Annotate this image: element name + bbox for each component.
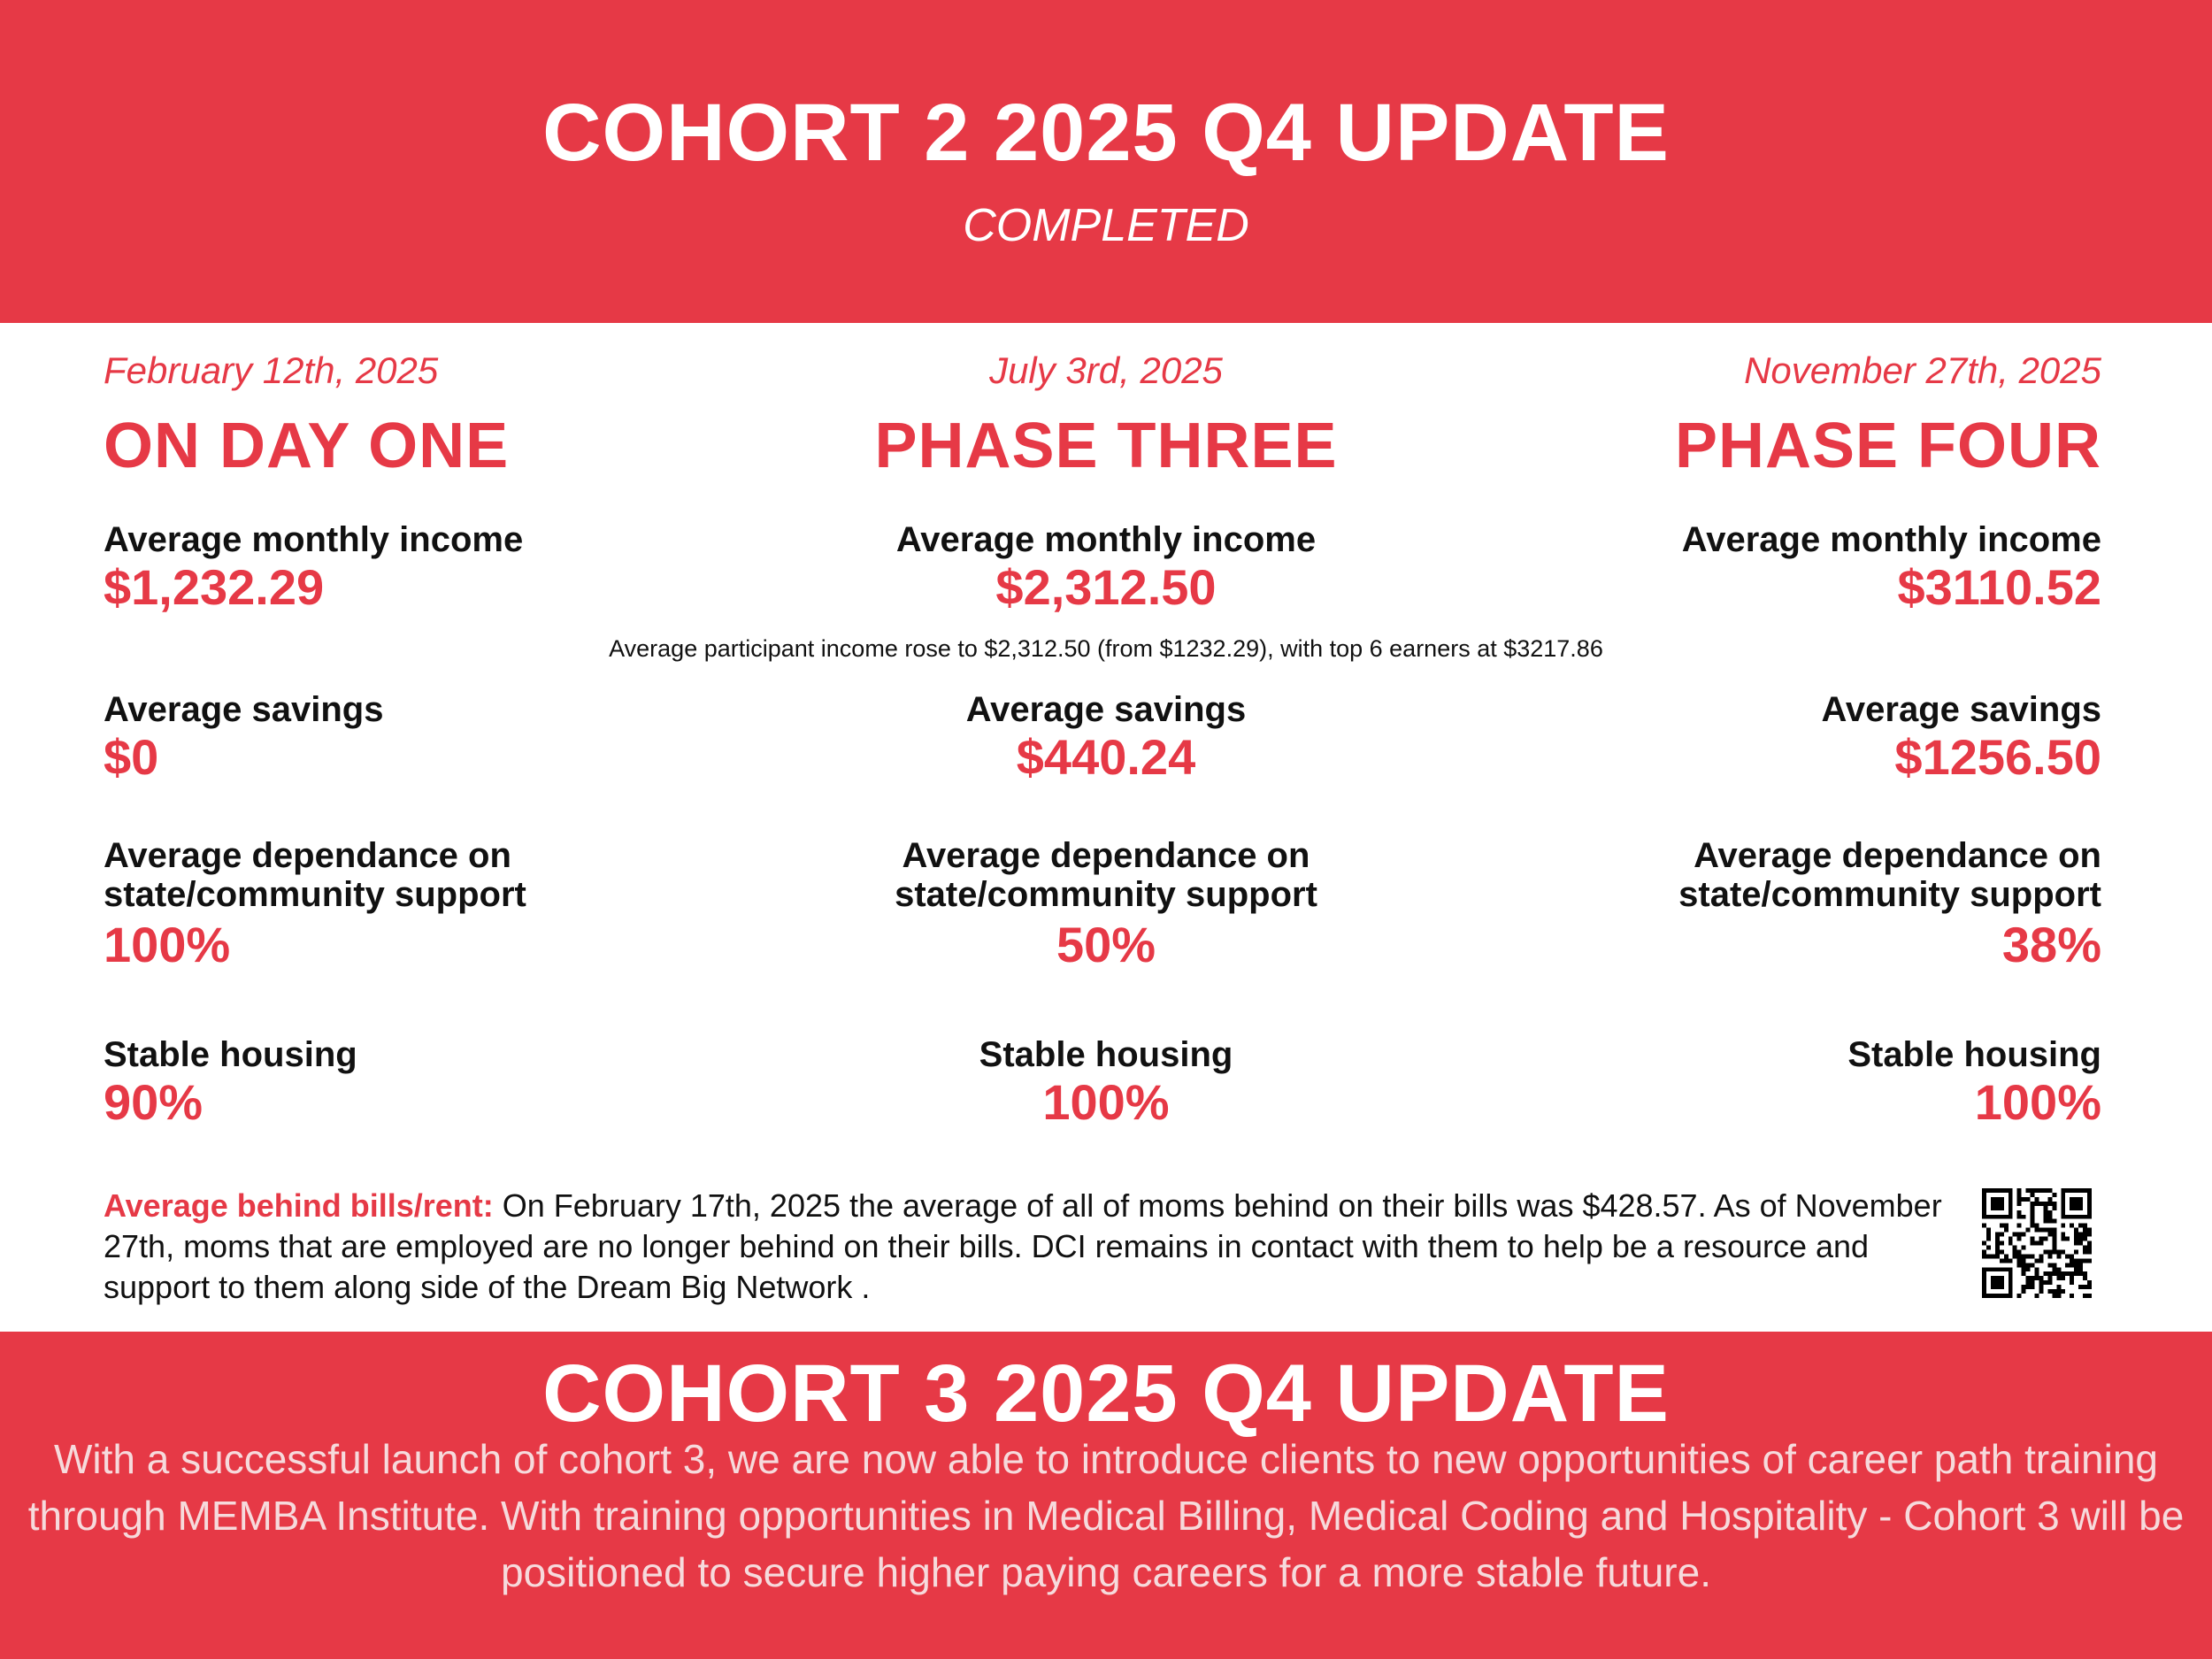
bills-label: Average behind bills/rent: xyxy=(104,1187,494,1224)
dependence-label-line1: Average dependance on xyxy=(1694,836,2101,875)
dependence-label-line1: Average dependance on xyxy=(104,836,511,875)
housing-label: Stable housing xyxy=(1847,1035,2101,1074)
dependence-label-line2: state/community support xyxy=(895,875,1317,914)
dependence-label xyxy=(1305,836,2101,914)
column-phase: PHASE FOUR xyxy=(1674,411,2101,481)
housing-label: Stable housing xyxy=(104,1035,357,1074)
dependence-value: 38% xyxy=(2001,917,2101,972)
bills-paragraph xyxy=(104,1186,1962,1308)
footer-band xyxy=(0,1332,2212,1659)
dependence-label-line1: Average dependance on xyxy=(902,836,1310,875)
column-phase: ON DAY ONE xyxy=(104,411,510,481)
column-date: February 12th, 2025 xyxy=(104,349,439,391)
savings-value: $440.24 xyxy=(1016,729,1196,785)
bills-text: On February 17th, 2025 the average of all of moms behind on their bills was $428.57. As of November 27th, moms that are employed are no longer behind on their bills. DCI remains in contact with them to help be a resource and support to them along side of the Dream Big Network . xyxy=(104,1187,1942,1305)
savings-label: Average savings xyxy=(104,690,384,729)
dependence-value: 100% xyxy=(104,917,231,972)
housing-value: 90% xyxy=(104,1074,204,1130)
savings-value: $0 xyxy=(104,729,159,785)
footer-title: COHORT 3 2025 Q4 UPDATE xyxy=(542,1348,1670,1439)
header-band xyxy=(0,0,2212,323)
dependence-value: 50% xyxy=(1056,917,1156,972)
income-note: Average participant income rose to $2,312.50 (from $1232.29), with top 6 earners at $3217.86 xyxy=(609,635,1603,662)
savings-label: Average savings xyxy=(965,690,1247,729)
savings-value: $1256.50 xyxy=(1894,729,2101,785)
income-value: $3110.52 xyxy=(1897,559,2101,615)
page-subtitle: COMPLETED xyxy=(963,200,1249,251)
column-date: November 27th, 2025 xyxy=(1744,349,2101,391)
income-value: $1,232.29 xyxy=(104,559,325,615)
dependence-label-line2: state/community support xyxy=(1678,875,2101,914)
column-date: July 3rd, 2025 xyxy=(989,349,1223,391)
savings-label: Average savings xyxy=(1821,690,2101,729)
footer-body: With a successful launch of cohort 3, we are now able to introduce clients to new opportunities of career path training through MEMBA Institute. With training opportunities in Medical Billing, Medical Coding and Hospitality - Cohort 3 will be positioned to secure higher paying careers for a more stable future. xyxy=(27,1436,2185,1595)
income-value: $2,312.50 xyxy=(995,559,1217,615)
page-title: COHORT 2 2025 Q4 UPDATE xyxy=(542,88,1670,178)
housing-value: 100% xyxy=(1042,1074,1170,1130)
income-label: Average monthly income xyxy=(895,520,1317,559)
income-label: Average monthly income xyxy=(104,520,524,559)
housing-value: 100% xyxy=(1974,1074,2101,1130)
qr-code-icon xyxy=(1982,1188,2092,1298)
housing-label: Stable housing xyxy=(979,1035,1233,1074)
income-label: Average monthly income xyxy=(1681,520,2101,559)
dependence-label-line2: state/community support xyxy=(104,875,526,914)
column-phase: PHASE THREE xyxy=(874,411,1338,481)
